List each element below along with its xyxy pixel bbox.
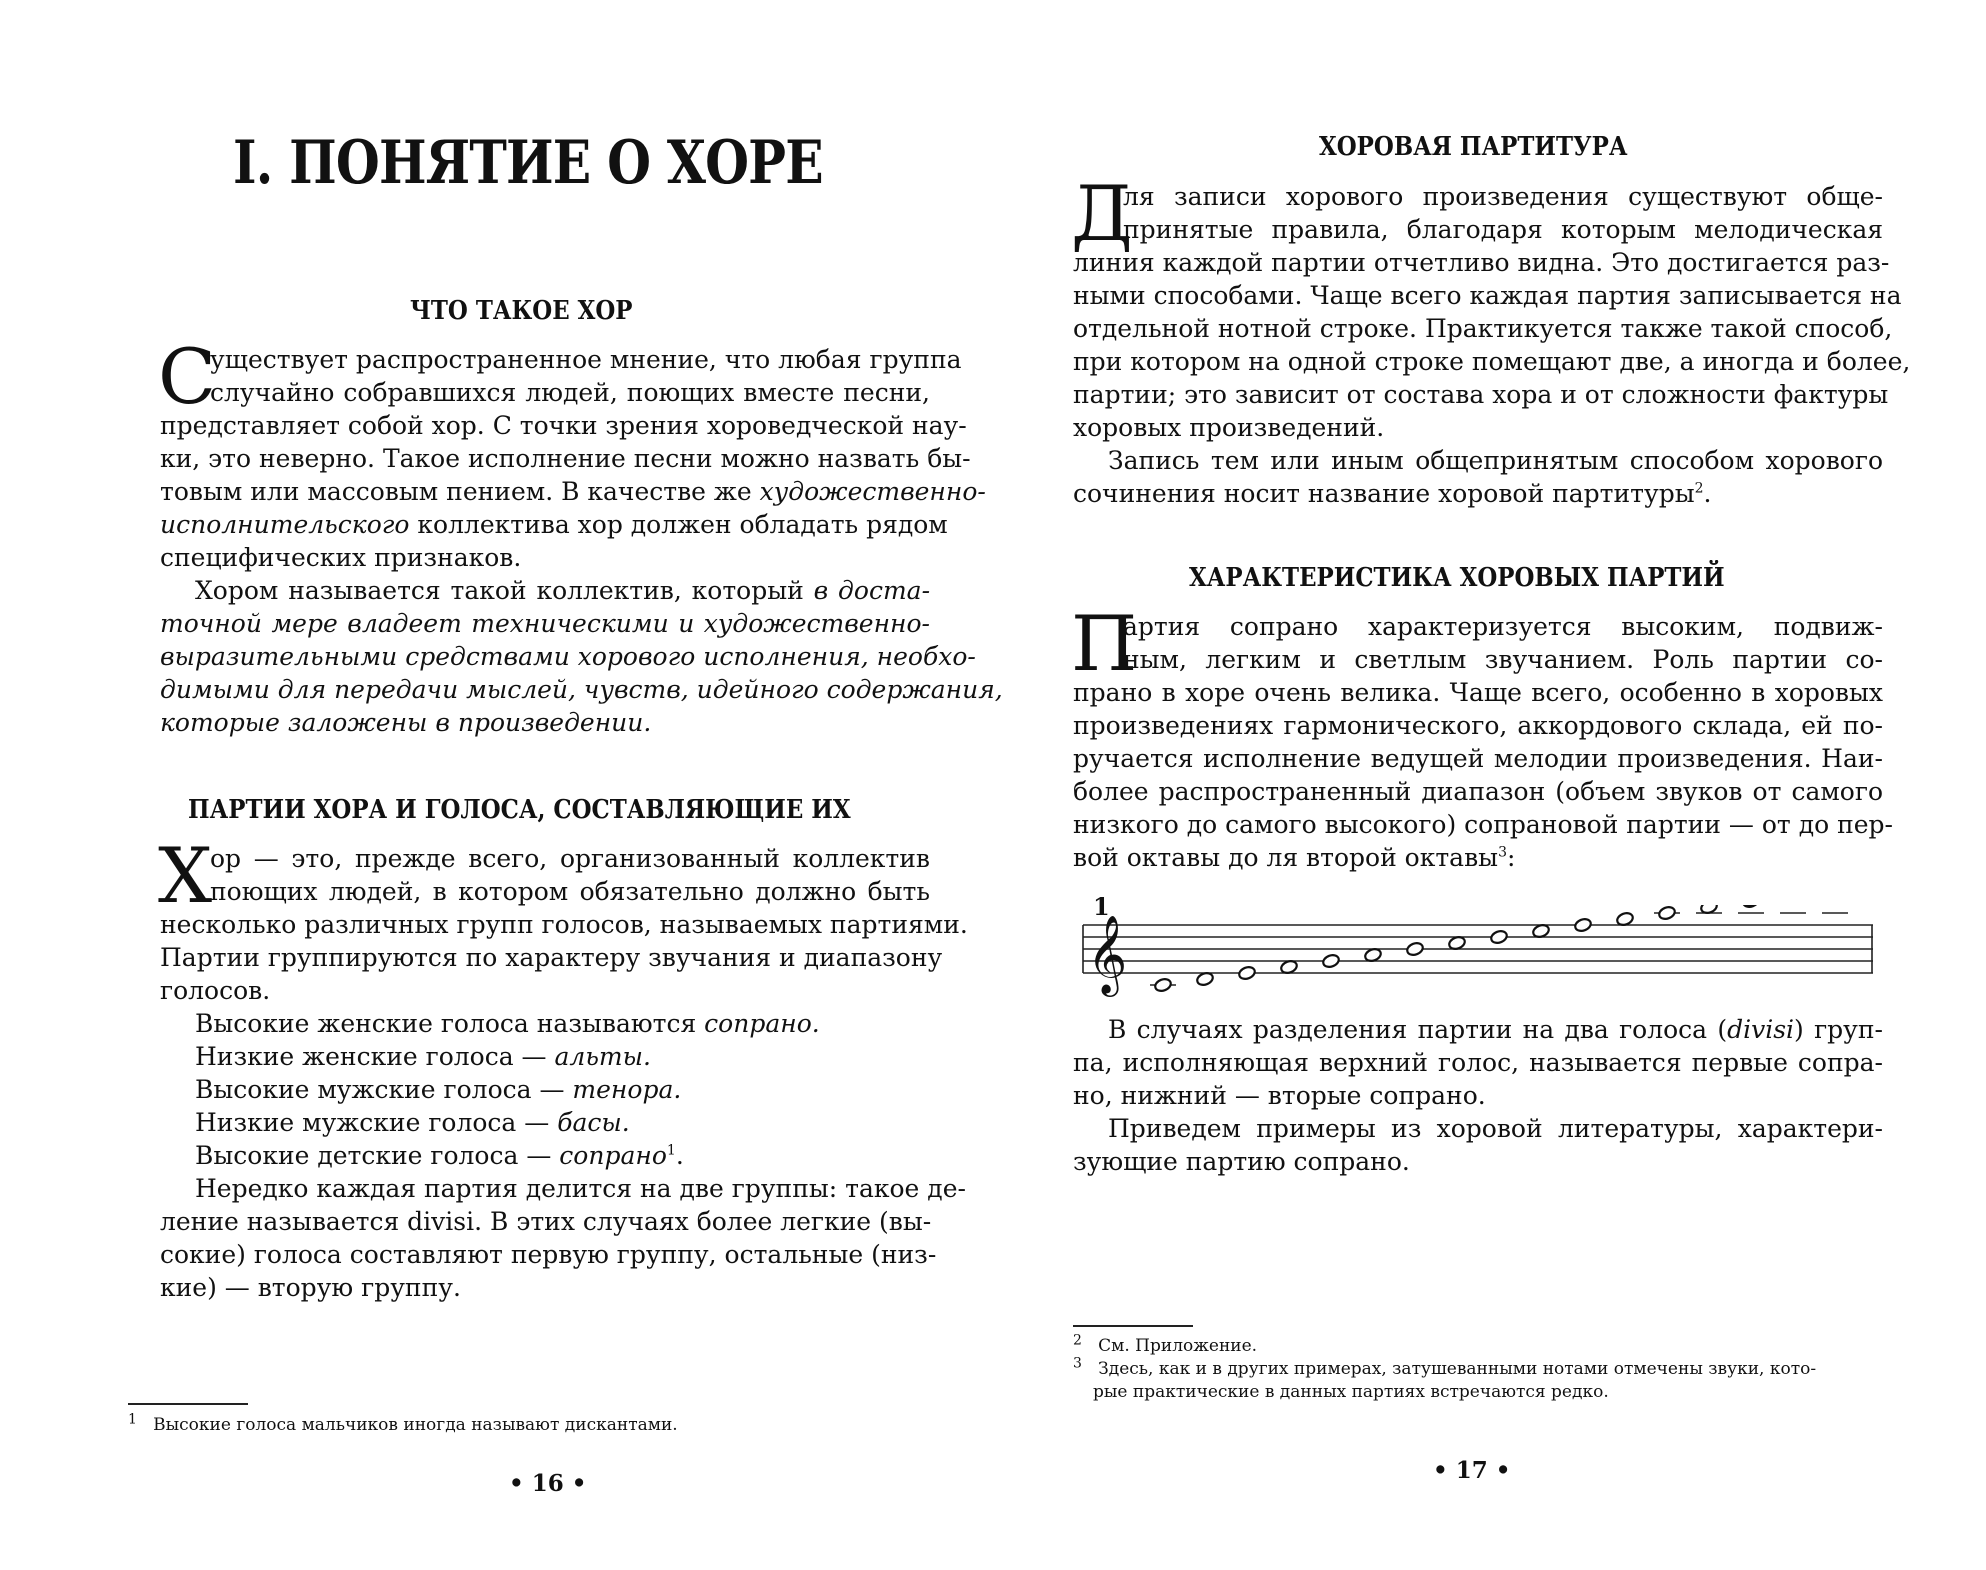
text-line: ление называется divisi. В этих случаях более легкие (вы- [160,1207,932,1236]
text-line: Нередко каждая партия делится на две группы: такое де- [195,1174,966,1203]
text-line: исполнительского коллектива хор должен обладать рядом [160,510,948,539]
music-staff [1073,905,1873,1015]
text-line: представляет собой хор. С точки зрения хороведческой нау- [160,411,967,440]
footnote-rule [128,1403,248,1405]
text-line: димыми для передачи мыслей, чувств, идейного содержания, [160,675,1003,704]
footnote-ref: 2 [1694,480,1704,497]
voice-line: Высокие мужские голоса — тенора. [195,1075,682,1104]
text-line: артия сопрано характеризуется высоким, подвиж- [1123,612,1883,641]
text-line: партии; это зависит от состава хора и от сложности фактуры [1073,380,1889,409]
text-line: точной мере владеет техническими и художественно- [160,609,930,638]
drop-cap: П [1071,599,1138,688]
text-line: более распространенный диапазон (объем звуков от самого [1073,777,1883,806]
text-line: ор — это, прежде всего, организованный коллектив [210,844,930,873]
note [1658,905,1677,921]
text-line: ки, это неверно. Такое исполнение песни можно назвать бы- [160,444,971,473]
section-what-is-choir-text [158,332,1003,739]
footnote: $^1$ Высокие голоса мальчиков иногда называют дискантами. [128,1411,678,1435]
section-heading-score: ХОРОВАЯ ПАРТИТУРА [1319,132,1628,162]
text-line: случайно собравшихся людей, поющих вместе песни, [210,378,930,407]
footnote: $^2$ См. Приложение. [1073,1332,1258,1356]
page-number: • 17 • [1433,1457,1511,1484]
section-divisi-text [1073,1013,1883,1178]
footnote: рые практические в данных партиях встречаются редко. [1093,1382,1609,1402]
text-line: линия каждой партии отчетливо видна. Это достигается раз- [1073,248,1890,277]
text-line: Хором называется такой коллектив, который в доста- [195,576,931,605]
text-line: поющих людей, в котором обязательно должно быть [210,877,930,906]
text-line: отдельной нотной строке. Практикуется также такой способ, [1073,314,1893,343]
text-line: ля записи хорового произведения существуют обще- [1123,182,1883,211]
text-line: В случаях разделения партии на два голоса (divisi) груп- [1108,1015,1883,1044]
text-line: несколько различных групп голосов, называемых партиями. [160,910,968,939]
voice-line: Высокие детские голоса — сопрано$^1$. [195,1141,684,1170]
note [1238,965,1257,981]
note [1406,941,1425,957]
section-heading-characteristics: ХАРАКТЕРИСТИКА ХОРОВЫХ ПАРТИЙ [1189,563,1725,593]
text-line: выразительными средствами хорового исполнения, необхо- [160,642,976,671]
footnotes [1073,1332,1817,1404]
section-score-text [1071,169,1911,510]
text-line: низкого до самого высокого) сопрановой партии — от до пер- [1073,810,1893,839]
text-line: голосов. [160,976,271,1005]
text-line: которые заложены в произведении. [160,708,652,737]
note [1154,977,1173,993]
voice-line: Низкие мужские голоса — басы. [195,1108,630,1137]
text-line: но, нижний — вторые сопрано. [1073,1081,1486,1110]
text-line: вой октавы до ля второй октавы$^3$: [1073,843,1516,872]
text-line: хоровых произведений. [1073,413,1385,442]
section-parts-text [158,831,968,1304]
example-number: 1 [1093,892,1110,921]
footnote: $^3$ Здесь, как и в других примерах, затушеванными нотами отмечены звуки, кото- [1073,1355,1817,1379]
section-heading-parts: ПАРТИИ ХОРА И ГОЛОСА, СОСТАВЛЯЮЩИЕ ИХ [188,795,851,825]
drop-cap: Д [1071,169,1133,258]
text-line: па, исполняющая верхний голос, называется первые сопра- [1073,1048,1883,1077]
text-line: ным, легким и светлым звучанием. Роль партии со- [1123,645,1883,674]
text-line: сокие) голоса составляют первую группу, остальные (низ- [160,1240,937,1269]
text-line: принятые правила, благодаря которым мелодическая [1123,215,1883,244]
text-line: уществует распространенное мнение, что любая группа [210,345,962,374]
text-line: ручается исполнение ведущей мелодии произведения. Наи- [1073,744,1883,773]
text-line: произведениях гармонического, аккордового склада, ей по- [1073,711,1883,740]
text-line: кие) — вторую группу. [160,1273,461,1302]
text-line: Запись тем или иным общепринятым способом хорового [1108,446,1883,475]
text-line: ными способами. Чаще всего каждая партия записывается на [1073,281,1902,310]
drop-cap: С [158,332,217,421]
text-line: сочинения носит название хоровой партитуры$^2$. [1073,479,1712,508]
staff-lines [1083,925,1873,973]
text-line: при котором на одной строке помещают две, а иногда и более, [1073,347,1911,376]
text-line: Приведем примеры из хоровой литературы, характери- [1108,1114,1883,1143]
footnote-ref: 1 [666,1142,676,1159]
chapter-title: I. ПОНЯТИЕ О ХОРЕ [233,128,823,198]
drop-cap: Х [158,831,213,920]
text-line: Партии группируются по характеру звучания и диапазону [160,943,943,972]
treble-clef-icon: 𝄞 [1087,915,1128,994]
section-heading-what-is-choir: ЧТО ТАКОЕ ХОР [410,296,633,326]
text-line: прано в хоре очень велика. Чаще всего, особенно в хоровых [1073,678,1883,707]
section-characteristics-text [1071,599,1893,874]
note [1322,953,1341,969]
note [1742,905,1761,909]
text-line: товым или массовым пением. В качестве же художественно- [160,477,986,506]
text-line: зующие партию сопрано. [1073,1147,1410,1176]
page-number: • 16 • [509,1470,587,1497]
right-page [993,0,1986,1570]
voice-line: Низкие женские голоса — альты. [195,1042,651,1071]
note [1574,917,1593,933]
voice-line: Высокие женские голоса называются сопрано. [195,1009,820,1038]
footnote-ref: 3 [1498,844,1507,861]
text-line: специфических признаков. [160,543,522,572]
footnote-rule [1073,1325,1193,1327]
note [1490,929,1509,945]
